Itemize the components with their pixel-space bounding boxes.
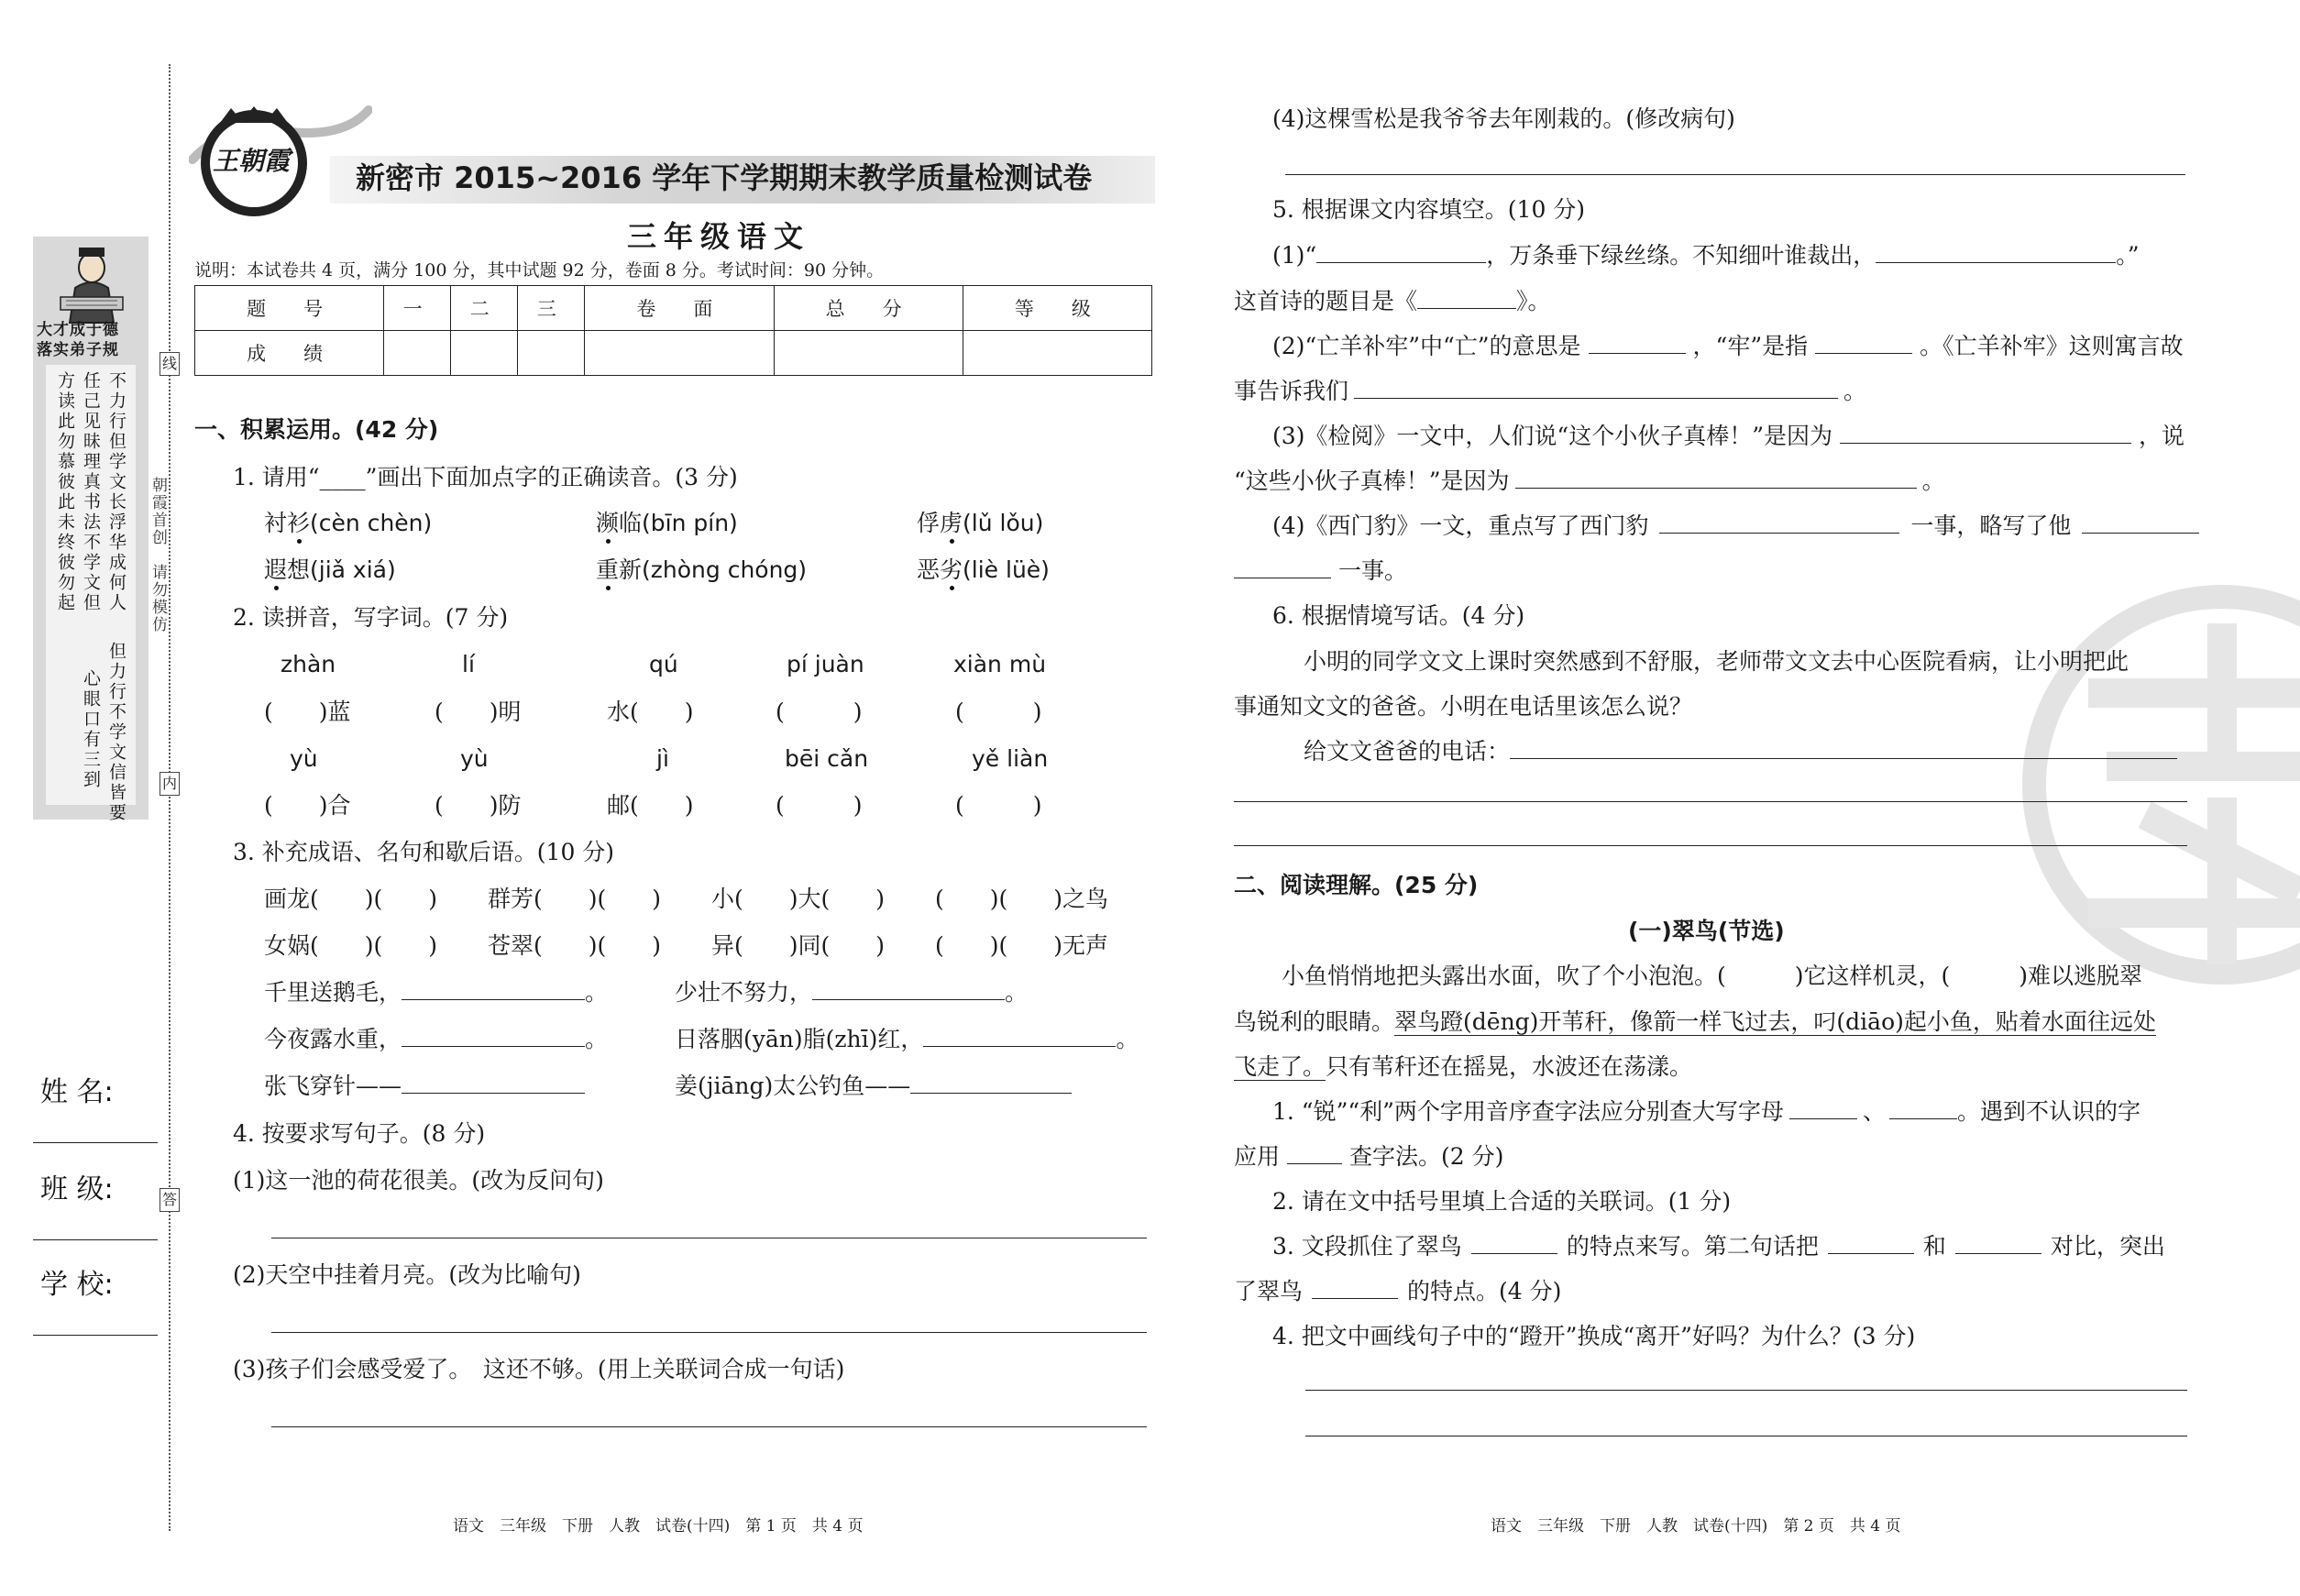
q5-text: (4)《西门豹》一文，重点写了西门豹 — [1272, 512, 1649, 539]
idiom-blank[interactable]: 苍翠( )( ) — [488, 932, 662, 959]
passage-text: 只有苇秆还在摇晃，水波还在荡漾。 — [1326, 1053, 1693, 1080]
school-field[interactable] — [33, 1335, 158, 1336]
instructions: 说明：本试卷共 4 页，满分 100 分，其中试题 92 分，卷面 8 分。考试时间：90 分钟。 — [194, 260, 885, 281]
q1-dotted-char: 虏 — [940, 510, 963, 536]
q1-dotted-char: 劣 — [940, 556, 963, 583]
q2-blank[interactable]: 水( ) — [607, 699, 694, 725]
answer-blank[interactable] — [402, 1046, 585, 1047]
q1-item[interactable] — [917, 556, 1050, 584]
q1-char: 俘 — [917, 510, 941, 536]
answer-line[interactable] — [271, 1426, 1147, 1427]
answer-blank[interactable] — [1510, 758, 2177, 759]
q1-dotted-char: 濒 — [596, 510, 620, 536]
q2-pinyin: lí — [462, 651, 475, 677]
score-cell[interactable] — [774, 331, 963, 376]
page-footer: 语文 三年级 下册 人教 试卷(十四) 第 2 页 共 4 页 — [1491, 1517, 1901, 1535]
idiom-blank[interactable]: 小( )大( ) — [711, 886, 886, 912]
rq-text: 3. 文段抓住了翠鸟 — [1272, 1233, 1462, 1260]
q5-line — [1234, 378, 1866, 405]
answer-blank[interactable] — [1471, 1253, 1557, 1254]
q1-pinyin: (liè lüè) — [963, 556, 1050, 583]
rq-text: 1. “锐”“利”两个字用音序查字法应分别查大写字母 — [1272, 1098, 1784, 1125]
table-header-cell: 一 — [384, 286, 451, 331]
saying-line — [675, 979, 1028, 1007]
saying-line — [264, 1073, 585, 1100]
period: 。 — [1116, 1026, 1139, 1052]
q5-text: ，万条垂下绿丝绦。不知细叶谁裁出， — [1486, 242, 1876, 269]
motto-top: 大才成于德 — [37, 321, 119, 339]
q5-text: ，“牢”是指 — [1692, 333, 1809, 359]
q1-dotted-char: 重 — [596, 556, 620, 583]
answer-blank[interactable] — [1659, 533, 1899, 534]
q5-line — [1272, 242, 2140, 270]
underlined-sentence: 飞走了。 — [1234, 1053, 1326, 1080]
motto-bottom: 落实弟子规 — [37, 341, 119, 359]
score-cell[interactable] — [963, 331, 1151, 376]
rq1-line — [1234, 1143, 1503, 1171]
seal-char: 线 — [160, 352, 180, 376]
q2-blank[interactable]: 邮( ) — [607, 792, 694, 819]
q5-text: 。” — [2116, 242, 2140, 269]
answer-blank[interactable] — [1354, 398, 1838, 399]
saying-text: 少壮不努力， — [675, 979, 813, 1006]
score-cell[interactable] — [384, 331, 451, 376]
q1-pinyin: 想(jiǎ xiá) — [287, 556, 396, 583]
answer-blank[interactable] — [1876, 262, 2116, 263]
answer-blank[interactable] — [1955, 1253, 2041, 1254]
binding-dotted-line — [169, 64, 171, 1531]
table-header-cell: 卷 面 — [585, 286, 774, 331]
answer-blank[interactable] — [910, 1093, 1072, 1094]
saying-text: 千里送鹅毛， — [264, 979, 402, 1006]
idiom-blank[interactable]: ( )( )之鸟 — [935, 886, 1109, 912]
q5-text: (2)“亡羊补牢”中“亡”的意思是 — [1272, 333, 1581, 359]
q2-blank[interactable]: ( ) — [776, 792, 863, 819]
score-cell[interactable] — [585, 331, 774, 376]
score-row — [195, 331, 1152, 376]
answer-blank[interactable] — [923, 1046, 1116, 1047]
answer-blank[interactable] — [812, 999, 1005, 1000]
q5-text: “这些小伙子真棒！”是因为 — [1234, 468, 1510, 494]
q2-blank[interactable]: ( ) — [955, 699, 1042, 725]
name-label: 姓 名: — [40, 1076, 114, 1108]
q2-pinyin: yě liàn — [972, 745, 1049, 772]
q2-blank[interactable]: ( )防 — [435, 792, 522, 819]
q2-pinyin: bēi cǎn — [785, 745, 869, 772]
rq1-line — [1272, 1098, 2140, 1126]
answer-line[interactable] — [1234, 845, 2187, 846]
passage-line — [1234, 1008, 2156, 1036]
q5-text: 事告诉我们 — [1234, 378, 1349, 404]
answer-blank[interactable] — [1287, 1163, 1342, 1164]
q5-line — [1272, 512, 2199, 540]
subject-title: 三年级语文 — [627, 219, 811, 254]
passage-line — [1234, 1053, 1692, 1081]
saying-text: 日落胭(yān)脂(zhī)红， — [675, 1026, 924, 1052]
q5-text: 。 — [1921, 468, 1945, 494]
seal-char: 答 — [160, 1188, 180, 1212]
idiom-blank[interactable]: 女娲( )( ) — [264, 932, 438, 959]
q5-line — [1272, 333, 2184, 360]
score-table — [194, 285, 1152, 376]
rq-text: 对比，突出 — [2050, 1233, 2165, 1260]
q5-text: ，说 — [2138, 423, 2184, 449]
saying-text: 姜(jiāng)太公钓鱼—— — [675, 1073, 911, 1099]
period: 。 — [585, 979, 609, 1006]
answer-blank[interactable] — [1840, 443, 2131, 444]
answer-line[interactable] — [271, 1332, 1147, 1333]
rq3-line — [1234, 1278, 1561, 1305]
q1-char: 衬 — [264, 510, 288, 536]
rq4-line: 4. 把文中画线句子中的“蹬开”换成“离开”好吗？为什么？(3 分) — [1272, 1323, 1916, 1349]
section1-title: 一、积累运用。(42 分) — [194, 416, 439, 443]
saying-text: 张飞穿针—— — [264, 1073, 402, 1099]
q4-4-sentence: (4)这棵雪松是我爷爷去年刚栽的。(修改病句) — [1272, 105, 1735, 132]
q1-item[interactable] — [264, 510, 432, 537]
name-field[interactable] — [33, 1142, 158, 1143]
q5-text: 一事。 — [1338, 557, 1408, 584]
answer-blank[interactable] — [1417, 308, 1516, 309]
q1-pinyin: 新(zhòng chóng) — [619, 556, 808, 583]
passage-line: 小鱼悄悄地把头露出水面，吹了个小泡泡。( )它这样机灵，( )难以逃脱翠 — [1282, 963, 2143, 989]
table-header-cell: 总 分 — [774, 286, 963, 331]
q2-pinyin: xiàn mù — [953, 651, 1047, 677]
scholar-figure — [42, 240, 141, 325]
logo-text: 王朝霞 — [213, 146, 291, 176]
class-field[interactable] — [33, 1239, 158, 1240]
answer-line[interactable] — [1234, 801, 2187, 802]
q2-prompt: 2. 读拼音，写字词。(7 分) — [233, 604, 509, 631]
q6-label: 给文文爸爸的电话： — [1304, 738, 1511, 765]
q5-prompt: 5. 根据课文内容填空。(10 分) — [1272, 196, 1586, 223]
page-footer: 语文 三年级 下册 人教 试卷(十四) 第 1 页 共 4 页 — [453, 1517, 864, 1535]
q3-prompt: 3. 补充成语、名句和歇后语。(10 分) — [233, 839, 615, 865]
q5-text: 》。 — [1516, 288, 1551, 314]
rq-text: 的特点。(4 分) — [1407, 1278, 1562, 1304]
motto-column: 心眼口有三到 — [81, 669, 101, 790]
rq-text: 、 — [1862, 1098, 1886, 1125]
rq-text: 和 — [1922, 1233, 1946, 1260]
q5-line — [1234, 468, 1945, 495]
saying-line — [264, 1026, 608, 1053]
q2-blank[interactable]: ( )蓝 — [264, 699, 351, 725]
table-header-cell: 二 — [451, 286, 518, 331]
answer-blank[interactable] — [1515, 488, 1917, 489]
table-header-cell: 三 — [518, 286, 585, 331]
answer-blank[interactable] — [1828, 1253, 1914, 1254]
q6-text: 事通知文文的爸爸。小明在电话里该怎么说？ — [1234, 693, 1693, 720]
answer-blank[interactable] — [1789, 1118, 1857, 1119]
q4-sentence: (1)这一池的荷花很美。(改为反问句) — [233, 1167, 604, 1194]
q1-item[interactable] — [917, 510, 1043, 537]
q6-text — [1304, 738, 2177, 765]
q2-blank[interactable]: ( )明 — [435, 699, 522, 725]
answer-blank[interactable] — [1815, 353, 1912, 354]
q5-text: (1)“ — [1272, 242, 1317, 269]
rq-text: 。遇到不认识的字 — [1956, 1098, 2140, 1125]
q1-item[interactable] — [264, 556, 396, 584]
q2-blank[interactable]: ( ) — [776, 699, 863, 725]
q5-text: 一事，略写了他 — [1910, 512, 2072, 539]
underlined-sentence: 翠鸟蹬(dēng)开苇秆，像箭一样飞过去，叼(diāo)起小鱼，贴着水面往远处 — [1394, 1008, 2156, 1035]
answer-blank[interactable] — [1312, 1298, 1398, 1299]
q1-prompt: 1. 请用“____”画出下面加点字的正确读音。(3 分) — [233, 464, 738, 490]
table-header-cell: 等 级 — [963, 286, 1151, 331]
q4-sentence: (3)孩子们会感受爱了。 这还不够。(用上关联词合成一句话) — [233, 1356, 845, 1382]
motto-column: 但力行不学文信皆要 — [106, 642, 127, 823]
motto-column: 任己见昧理真书法不学文但 — [81, 371, 101, 613]
q2-pinyin: pí juàn — [787, 651, 864, 677]
rq-text: 查字法。(2 分) — [1349, 1143, 1504, 1170]
q6-text: 小明的同学文文上课时突然感到不舒服，老师带文文去中心医院看病，让小明把此 — [1304, 648, 2129, 675]
q2-pinyin: zhàn — [281, 651, 336, 677]
answer-blank[interactable] — [1889, 1118, 1957, 1119]
seal-char: 内 — [160, 772, 180, 796]
q1-dotted-char: 遐 — [264, 556, 288, 583]
motto-column: 不力行但学文长浮华成何人 — [106, 371, 127, 613]
q2-blank[interactable]: ( )合 — [264, 792, 351, 819]
binding-notice: 朝霞首创 请勿模仿 — [149, 477, 167, 633]
saying-text: 今夜露水重， — [264, 1026, 402, 1052]
answer-blank[interactable] — [1316, 262, 1486, 263]
q4-prompt: 4. 按要求写句子。(8 分) — [233, 1120, 486, 1147]
q5-text: 。《亡羊补牢》这则寓言故 — [1920, 333, 2184, 359]
passage-text: 鸟锐利的眼睛。 — [1234, 1008, 1395, 1035]
section2-title: 二、阅读理解。(25 分) — [1234, 872, 1479, 898]
watermark-seal — [2020, 583, 2300, 986]
idiom-blank[interactable]: ( )( )无声 — [935, 932, 1109, 959]
q5-line — [1234, 557, 1407, 585]
saying-line — [675, 1026, 1139, 1053]
q2-pinyin: yù — [290, 745, 318, 772]
q1-item[interactable] — [596, 510, 738, 537]
table-header-cell: 题 号 — [195, 286, 384, 331]
school-label: 学 校: — [40, 1269, 114, 1301]
q1-pinyin: 临(bīn pín) — [619, 510, 738, 536]
q1-pinyin: (cèn chèn) — [310, 510, 433, 536]
q1-item[interactable] — [596, 556, 807, 584]
q1-dotted-char: 衫 — [287, 510, 311, 536]
period: 。 — [585, 1026, 609, 1052]
saying-line — [264, 979, 608, 1007]
answer-blank[interactable] — [402, 1093, 585, 1094]
rq2-line: 2. 请在文中括号里填上合适的关联词。(1 分) — [1272, 1188, 1732, 1215]
exam-title: 新密市 2015~2016 学年下学期期末教学质量检测试卷 — [356, 160, 1093, 195]
rq3-line — [1272, 1233, 2165, 1260]
q1-char: 恶 — [917, 556, 941, 583]
passage-title: (一)翠鸟(节选) — [1628, 918, 1785, 944]
q5-line — [1272, 423, 2184, 450]
saying-line — [675, 1073, 1072, 1100]
q5-text: 这首诗的题目是《 — [1234, 288, 1418, 314]
period: 。 — [1005, 979, 1029, 1006]
rq-text: 的特点来写。第二句话把 — [1566, 1233, 1819, 1260]
answer-line[interactable] — [1285, 174, 2185, 175]
motto-column: 方读此勿慕彼此未终彼勿起 — [55, 371, 75, 613]
q5-text: (3)《检阅》一文中，人们说“这个小伙子真棒！”是因为 — [1272, 423, 1832, 449]
score-cell[interactable] — [451, 331, 518, 376]
idiom-blank[interactable]: 群芳( )( ) — [488, 886, 662, 912]
answer-blank[interactable] — [2082, 533, 2199, 534]
q1-pinyin: (lǔ lǒu) — [963, 510, 1044, 536]
idiom-blank[interactable]: 画龙( )( ) — [264, 886, 438, 912]
idiom-blank[interactable]: 异( )同( ) — [711, 932, 886, 959]
q4-sentence: (2)天空中挂着月亮。(改为比喻句) — [233, 1261, 581, 1288]
rq-text: 了翠鸟 — [1234, 1278, 1304, 1304]
class-label: 班 级: — [40, 1173, 114, 1205]
q5-line — [1234, 288, 1551, 315]
answer-blank[interactable] — [402, 999, 585, 1000]
q2-pinyin: qú — [649, 651, 678, 677]
score-row-label: 成 绩 — [195, 331, 384, 376]
answer-line[interactable] — [1305, 1390, 2187, 1391]
q6-prompt: 6. 根据情境写话。(4 分) — [1272, 602, 1525, 629]
answer-blank[interactable] — [1589, 353, 1686, 354]
q5-text: 。 — [1843, 378, 1867, 404]
q2-pinyin: jì — [656, 745, 669, 772]
score-header-row — [195, 286, 1152, 331]
score-cell[interactable] — [518, 331, 585, 376]
q2-blank[interactable]: ( ) — [955, 792, 1042, 819]
q2-pinyin: yù — [460, 745, 489, 772]
rq-text: 应用 — [1234, 1143, 1281, 1170]
